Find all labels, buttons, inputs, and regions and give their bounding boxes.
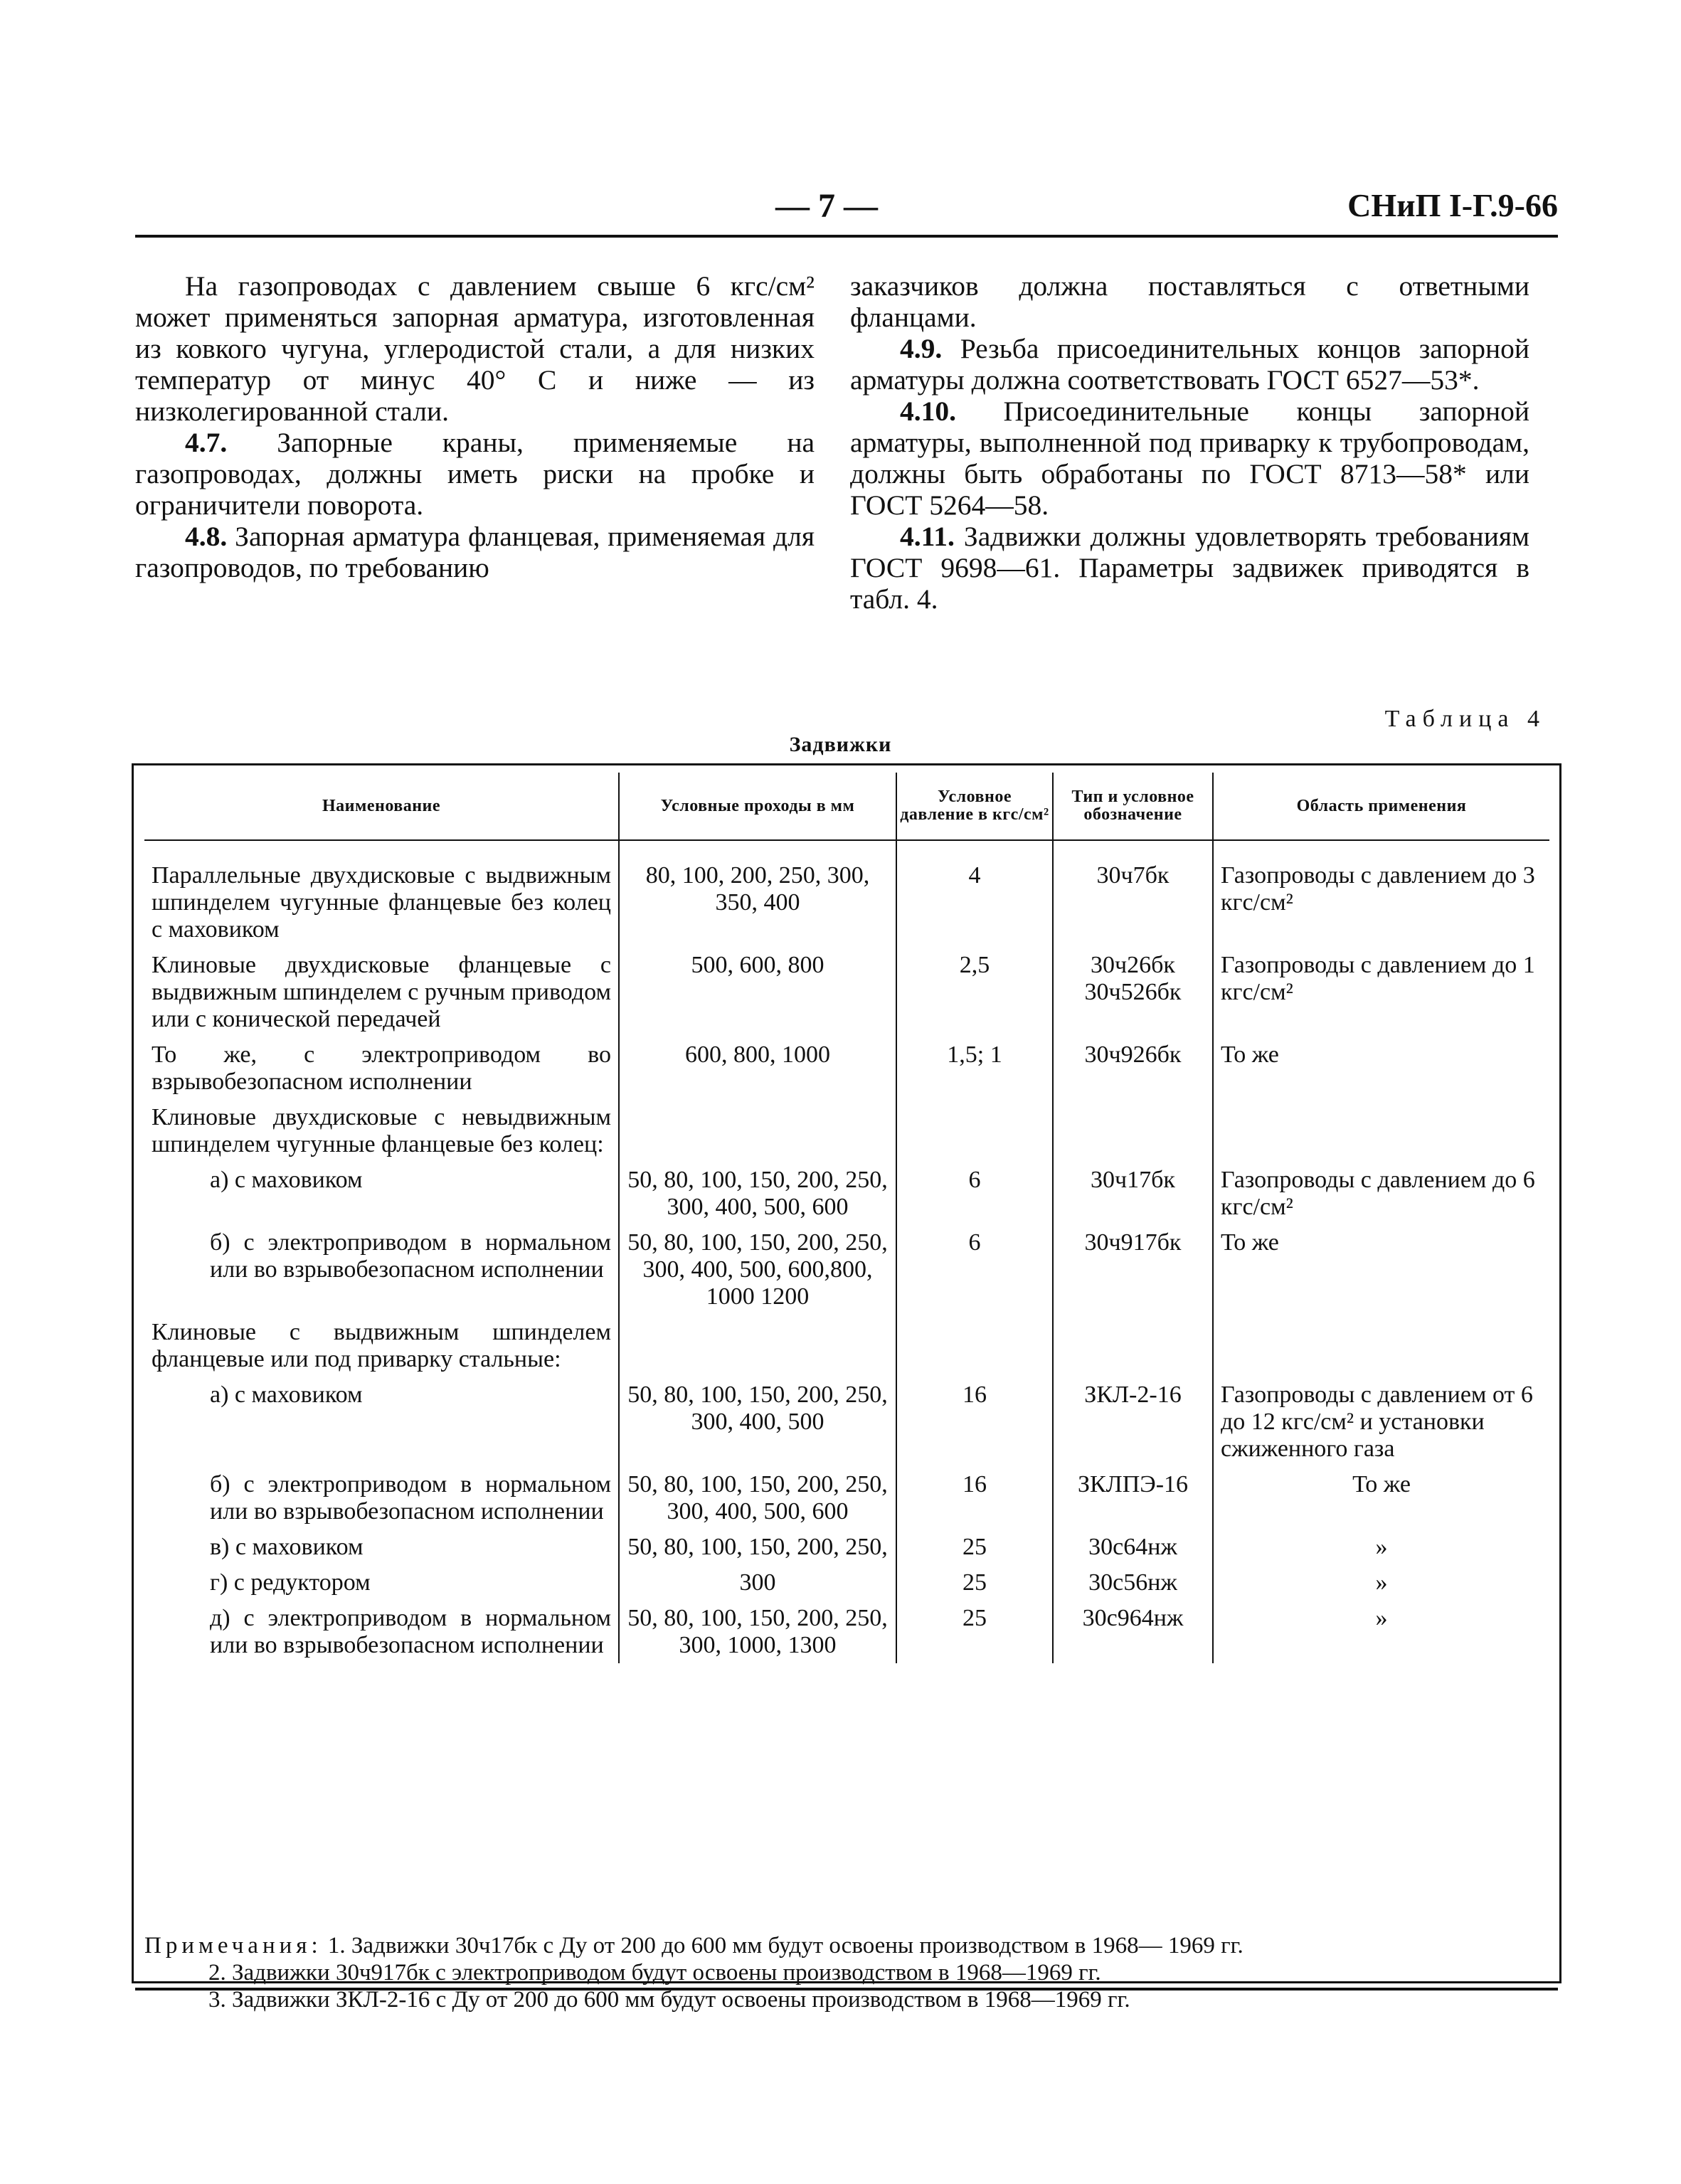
table-row bbox=[144, 1100, 1549, 1162]
cell-application bbox=[1213, 1100, 1549, 1162]
cell-application: » bbox=[1213, 1530, 1549, 1565]
cell-nominal-bore: 80, 100, 200, 250, 300, 350, 400 bbox=[619, 840, 896, 948]
table-notes bbox=[144, 1932, 1549, 2013]
cell-application: Газопроводы с давлением до 1 кгс/см² bbox=[1213, 948, 1549, 1037]
cell-type: ЗКЛПЭ-16 bbox=[1053, 1467, 1213, 1530]
cell-type: 30с56нж bbox=[1053, 1565, 1213, 1601]
cell-pressure: 4 bbox=[896, 840, 1053, 948]
cell-application: » bbox=[1213, 1565, 1549, 1601]
cell-pressure: 16 bbox=[896, 1377, 1053, 1467]
cell-nominal-bore: 50, 80, 100, 150, 200, 250, bbox=[619, 1530, 896, 1565]
cell-pressure: 25 bbox=[896, 1565, 1053, 1601]
cell-pressure: 25 bbox=[896, 1601, 1053, 1663]
cell-nominal-bore: 50, 80, 100, 150, 200, 250, 300, 400, 500 bbox=[619, 1377, 896, 1467]
note-line bbox=[144, 1932, 1549, 1959]
cell-nominal-bore: 300 bbox=[619, 1565, 896, 1601]
clause-text: Запорные краны, применяемые на газопроводах, должны иметь риски на пробке и ограничители поворота. bbox=[135, 427, 815, 521]
clause-number: 4.11. bbox=[900, 521, 955, 552]
cell-nominal-bore bbox=[619, 1315, 896, 1377]
cell-name: Клиновые двухдисковые с невыдвижным шпинделем чугунные фланцевые без колец: bbox=[144, 1100, 619, 1162]
cell-type bbox=[1053, 1100, 1213, 1162]
cell-type: ЗКЛ-2-16 bbox=[1053, 1377, 1213, 1467]
table-header-row bbox=[144, 773, 1549, 840]
note-line: 2. Задвижки 30ч917бк с электроприводом будут освоены производством в 1968—1969 гг. bbox=[208, 1960, 1101, 1986]
cell-name: а) с маховиком bbox=[144, 1162, 619, 1225]
paragraph bbox=[850, 521, 1529, 615]
cell-name: в) с маховиком bbox=[144, 1530, 619, 1565]
cell-name: б) с электроприводом в нормальном или во взрывобезопасном исполнении bbox=[144, 1467, 619, 1530]
clause-text: Запорная арматура фланцевая, применяемая для газопроводов, по требованию bbox=[135, 521, 815, 583]
right-text-column bbox=[850, 270, 1529, 615]
note-text: 1. Задвижки 30ч17бк с Ду от 200 до 600 мм будут освоены производством в 1968— 1969 гг. bbox=[327, 1933, 1243, 1958]
clause-number: 4.9. bbox=[900, 333, 943, 364]
cell-type bbox=[1053, 1315, 1213, 1377]
cell-nominal-bore: 50, 80, 100, 150, 200, 250, 300, 1000, 1300 bbox=[619, 1601, 896, 1663]
paragraph: заказчиков должна поставляться с ответными фланцами. bbox=[850, 270, 1529, 333]
table-row bbox=[144, 840, 1549, 948]
cell-pressure: 6 bbox=[896, 1162, 1053, 1225]
cell-pressure: 16 bbox=[896, 1467, 1053, 1530]
cell-type: 30с964нж bbox=[1053, 1601, 1213, 1663]
table-title: Задвижки bbox=[789, 733, 892, 756]
cell-name: То же, с электроприводом во взрывобезопасном исполнении bbox=[144, 1037, 619, 1100]
cell-pressure bbox=[896, 1315, 1053, 1377]
cell-name: а) с маховиком bbox=[144, 1377, 619, 1467]
clause-text: Резьба присоединительных концов запорной арматуры должна соответствовать ГОСТ 6527—53*. bbox=[850, 333, 1529, 396]
note-line: 3. Задвижки ЗКЛ-2-16 с Ду от 200 до 600 мм будут освоены производством в 1968—1969 гг. bbox=[208, 1987, 1130, 2013]
clause-number: 4.7. bbox=[185, 427, 228, 458]
clause-text: Задвижки должны удовлетворять требованиям ГОСТ 9698—61. Параметры задвижек приводятся в табл. 4. bbox=[850, 521, 1529, 615]
table-body bbox=[144, 840, 1549, 1663]
header-rule bbox=[135, 235, 1558, 238]
clause-text: Присоединительные концы запорной арматуры, выполненной под приварку к трубопроводам, должны быть обработаны по ГОСТ 8713—58* или ГОСТ 5264—58. bbox=[850, 396, 1530, 521]
paragraph bbox=[850, 396, 1529, 521]
cell-nominal-bore: 600, 800, 1000 bbox=[619, 1037, 896, 1100]
cell-application: Газопроводы с давлением до 6 кгс/см² bbox=[1213, 1162, 1549, 1225]
paragraph bbox=[850, 333, 1529, 396]
column-header-type: Тип и условное обозначение bbox=[1053, 773, 1213, 840]
cell-name: Клиновые двухдисковые фланцевые с выдвижным шпинделем с ручным приводом или с конической передачей bbox=[144, 948, 619, 1037]
column-header-name: Наименование bbox=[144, 773, 619, 840]
table-row bbox=[144, 1315, 1549, 1377]
cell-application: То же bbox=[1213, 1225, 1549, 1315]
table-row bbox=[144, 948, 1549, 1037]
cell-pressure: 6 bbox=[896, 1225, 1053, 1315]
cell-pressure bbox=[896, 1100, 1053, 1162]
cell-type: 30ч7бк bbox=[1053, 840, 1213, 948]
table-row bbox=[144, 1565, 1549, 1601]
table-row bbox=[144, 1530, 1549, 1565]
cell-nominal-bore: 50, 80, 100, 150, 200, 250, 300, 400, 500, 600 bbox=[619, 1162, 896, 1225]
cell-name: д) с электроприводом в нормальном или во взрывобезопасном исполнении bbox=[144, 1601, 619, 1663]
cell-pressure: 2,5 bbox=[896, 948, 1053, 1037]
cell-type: 30с64нж bbox=[1053, 1530, 1213, 1565]
table-row bbox=[144, 1467, 1549, 1530]
paragraph: На газопроводах с давлением свыше 6 кгс/см² может применяться запорная арматура, изготовленная из ковкого чугуна, углеродистой стали, а для низких температур от минус 40° С и ниже — из низколегированной стали. bbox=[135, 270, 815, 427]
cell-name: б) с электроприводом в нормальном или во взрывобезопасном исполнении bbox=[144, 1225, 619, 1315]
left-text-column bbox=[135, 270, 815, 583]
table-label: Таблица 4 bbox=[1384, 706, 1546, 732]
cell-nominal-bore bbox=[619, 1100, 896, 1162]
page-header bbox=[135, 186, 1558, 229]
cell-name: г) с редуктором bbox=[144, 1565, 619, 1601]
cell-name: Клиновые с выдвижным шпинделем фланцевые или под приварку стальные: bbox=[144, 1315, 619, 1377]
cell-nominal-bore: 50, 80, 100, 150, 200, 250, 300, 400, 500, 600,800, 1000 1200 bbox=[619, 1225, 896, 1315]
page-number: — 7 — bbox=[775, 187, 878, 225]
cell-application: То же bbox=[1213, 1037, 1549, 1100]
cell-nominal-bore: 50, 80, 100, 150, 200, 250, 300, 400, 500, 600 bbox=[619, 1467, 896, 1530]
valves-table bbox=[144, 773, 1549, 1663]
paragraph bbox=[135, 521, 815, 583]
paragraph bbox=[135, 427, 815, 521]
column-header-pressure: Условное давление в кгс/см² bbox=[896, 773, 1053, 840]
cell-application: » bbox=[1213, 1601, 1549, 1663]
table-row bbox=[144, 1037, 1549, 1100]
cell-type: 30ч26бк 30ч526бк bbox=[1053, 948, 1213, 1037]
cell-name: Параллельные двухдисковые с выдвижным шпинделем чугунные фланцевые без колец с маховиком bbox=[144, 840, 619, 948]
table-row bbox=[144, 1162, 1549, 1225]
cell-application bbox=[1213, 1315, 1549, 1377]
cell-application: То же bbox=[1213, 1467, 1549, 1530]
clause-number: 4.8. bbox=[185, 521, 228, 552]
table-row bbox=[144, 1377, 1549, 1467]
column-header-dn: Условные проходы в мм bbox=[619, 773, 896, 840]
column-header-area: Область применения bbox=[1213, 773, 1549, 840]
table-row bbox=[144, 1601, 1549, 1663]
table-row bbox=[144, 1225, 1549, 1315]
valves-table-frame bbox=[132, 763, 1561, 2013]
clause-number: 4.10. bbox=[900, 396, 956, 427]
notes-label: Примечания: bbox=[144, 1933, 322, 1958]
footer-rule bbox=[135, 1988, 1558, 1990]
cell-pressure: 1,5; 1 bbox=[896, 1037, 1053, 1100]
cell-application: Газопроводы с давлением до 3 кгс/см² bbox=[1213, 840, 1549, 948]
cell-application: Газопроводы с давлением от 6 до 12 кгс/см² и установки сжиженного газа bbox=[1213, 1377, 1549, 1467]
cell-pressure: 25 bbox=[896, 1530, 1053, 1565]
cell-type: 30ч17бк bbox=[1053, 1162, 1213, 1225]
cell-type: 30ч926бк bbox=[1053, 1037, 1213, 1100]
cell-type: 30ч917бк bbox=[1053, 1225, 1213, 1315]
cell-nominal-bore: 500, 600, 800 bbox=[619, 948, 896, 1037]
document-code: СНиП I-Г.9-66 bbox=[1347, 187, 1558, 223]
